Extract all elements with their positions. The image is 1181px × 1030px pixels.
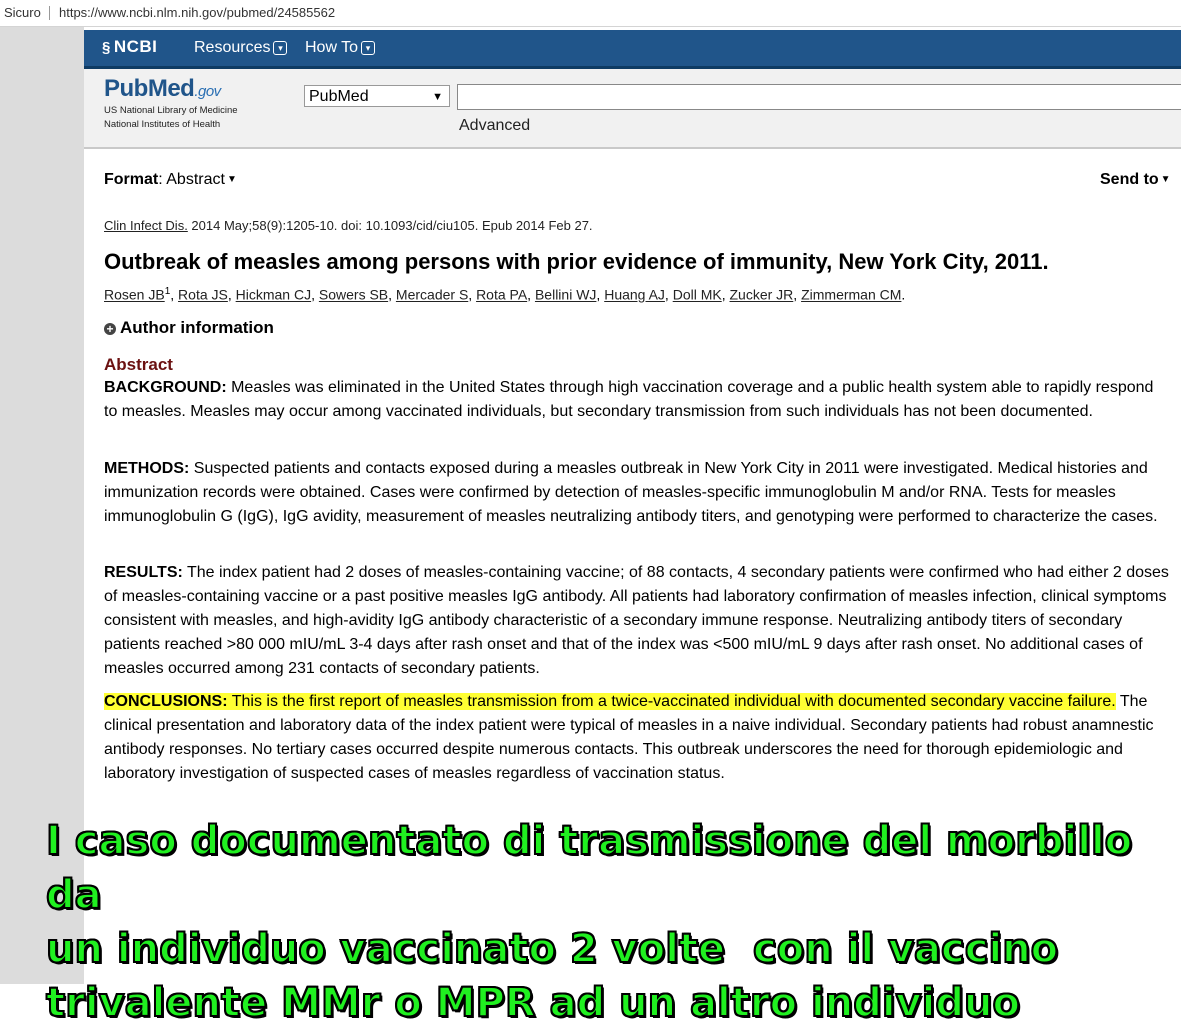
nih-line: National Institutes of Health	[104, 119, 221, 130]
author-link[interactable]: Zimmerman CM	[801, 286, 902, 303]
methods-section: METHODS: Suspected patients and contacts exposed during a measles outbreak in New York City in 2011 were investigated. Medical histories and immunization records were obtained. Cases were confirmed by detection of measles-specific immunoglobulin M and/or RNA. Tests for measles immunoglobulin G (IgG), IgG avidity, measurement of measles neutralizing antibody titers, and genotyping were performed to characterize the cases.	[104, 460, 1158, 525]
pubmed-logo[interactable]: PubMed.gov US National Library of Medicine National Institutes of Health	[104, 75, 238, 130]
chevron-down-icon: ▾	[361, 41, 375, 55]
expand-plus-icon: +	[104, 323, 116, 335]
url-field[interactable]: https://www.ncbi.nlm.nih.gov/pubmed/24585562	[59, 5, 336, 20]
address-separator	[49, 6, 50, 20]
author-link[interactable]: Zucker JR	[729, 286, 794, 303]
article-title: Outbreak of measles among persons with prior evidence of immunity, New York City, 2011.	[104, 249, 1049, 274]
citation: Clin Infect Dis. 2014 May;58(9):1205-10. doi: 10.1093/cid/ciu105. Epub 2014 Feb 27.	[104, 218, 593, 233]
author-link[interactable]: Sowers SB	[318, 286, 389, 303]
dropdown-arrow-icon: ▼	[432, 91, 443, 103]
caption-line-1: I caso documentato di trasmissione del morbillo da	[46, 818, 1133, 918]
browser-address-bar	[0, 0, 1181, 27]
format-menu[interactable]: Format: Abstract ▼	[104, 171, 237, 188]
ncbi-logo[interactable]: § NCBI	[102, 37, 158, 56]
secure-label[interactable]: Sicuro	[4, 5, 41, 20]
ncbi-bar	[84, 30, 1181, 69]
advanced-link[interactable]: Advanced	[459, 117, 531, 134]
caret-down-icon: ▼	[226, 174, 237, 185]
search-input[interactable]	[457, 84, 1181, 110]
overlay-caption	[46, 814, 1181, 1030]
journal-link[interactable]: Clin Infect Dis.	[104, 218, 188, 233]
caption-line-3: trivalente MMr o MPR ad un altro individuo	[46, 980, 1020, 1026]
author-link[interactable]: Rota JS	[178, 286, 228, 303]
caption-line-2: un individuo vaccinato 2 volte con il vaccino	[46, 926, 1059, 972]
resources-menu[interactable]: Resources ▾	[194, 39, 287, 57]
highlighted-conclusion: CONCLUSIONS: This is the first report of measles transmission from a twice-vaccinated individual with documented secondary vaccine failure.	[104, 693, 1116, 710]
send-to-menu[interactable]: Send to ▼	[1100, 171, 1171, 188]
abstract-heading: Abstract	[104, 355, 173, 374]
author-link[interactable]: Mercader S	[395, 286, 469, 303]
author-link[interactable]: Rota PA	[476, 286, 528, 303]
conclusions-section: CONCLUSIONS: This is the first report of measles transmission from a twice-vaccinated individual with documented secondary vaccine failure. The clinical presentation and laboratory data of the index patient were typical of measles in a naive individual. Secondary patients had robust anamnestic antibody responses. No tertiary cases occurred despite numerous contacts. This outbreak underscores the need for thorough epidemiologic and laboratory investigation of suspected cases of measles regardless of vaccination status.	[104, 693, 1154, 782]
caret-down-icon: ▼	[1160, 174, 1171, 185]
ncbi-helix-icon: §	[102, 39, 111, 56]
author-link[interactable]: Bellini WJ	[534, 286, 597, 303]
database-select[interactable]: PubMed ▼	[304, 85, 450, 107]
results-section: RESULTS: The index patient had 2 doses of measles-containing vaccine; of 88 contacts, 4 secondary patients were confirmed who had either 2 doses of measles-containing vaccine or a past positive measles IgG antibody. All patients had laboratory confirmation of measles infection, clinical symptoms consistent with measles, and high-avidity IgG antibody characteristic of a secondary immune response. Neutralizing antibody titers of secondary patients reached >80 000 mIU/mL 3-4 days after rash onset and that of the index was <500 mIU/mL 9 days after rash onset. No additional cases of measles occurred among 231 contacts of secondary patients.	[104, 564, 1169, 677]
author-link[interactable]: Hickman CJ	[235, 286, 312, 303]
howto-menu[interactable]: How To ▾	[305, 39, 375, 57]
author-link[interactable]: Doll MK	[672, 286, 722, 303]
background-section: BACKGROUND: Measles was eliminated in the United States through high vaccination coverage and a public health system able to rapidly respond to measles. Measles may occur among vaccinated individuals, but secondary transmission from such individuals has not been documented.	[104, 379, 1154, 420]
author-list: Rosen $JB^1$, Rota JS, Hickman CJ, Sowers SB, Mercader S, Rota PA, Bellini WJ, Huang AJ, Doll MK, Zucker JR, Zimmerman CM.	[104, 286, 906, 303]
author-link[interactable]: Rosen JB	[104, 286, 165, 303]
chevron-down-icon: ▾	[273, 41, 287, 55]
pubmed-header	[84, 69, 1181, 149]
author-information-toggle[interactable]: + Author information	[104, 318, 274, 338]
author-link[interactable]: Huang AJ	[604, 286, 665, 303]
nlm-line: US National Library of Medicine	[104, 105, 238, 116]
